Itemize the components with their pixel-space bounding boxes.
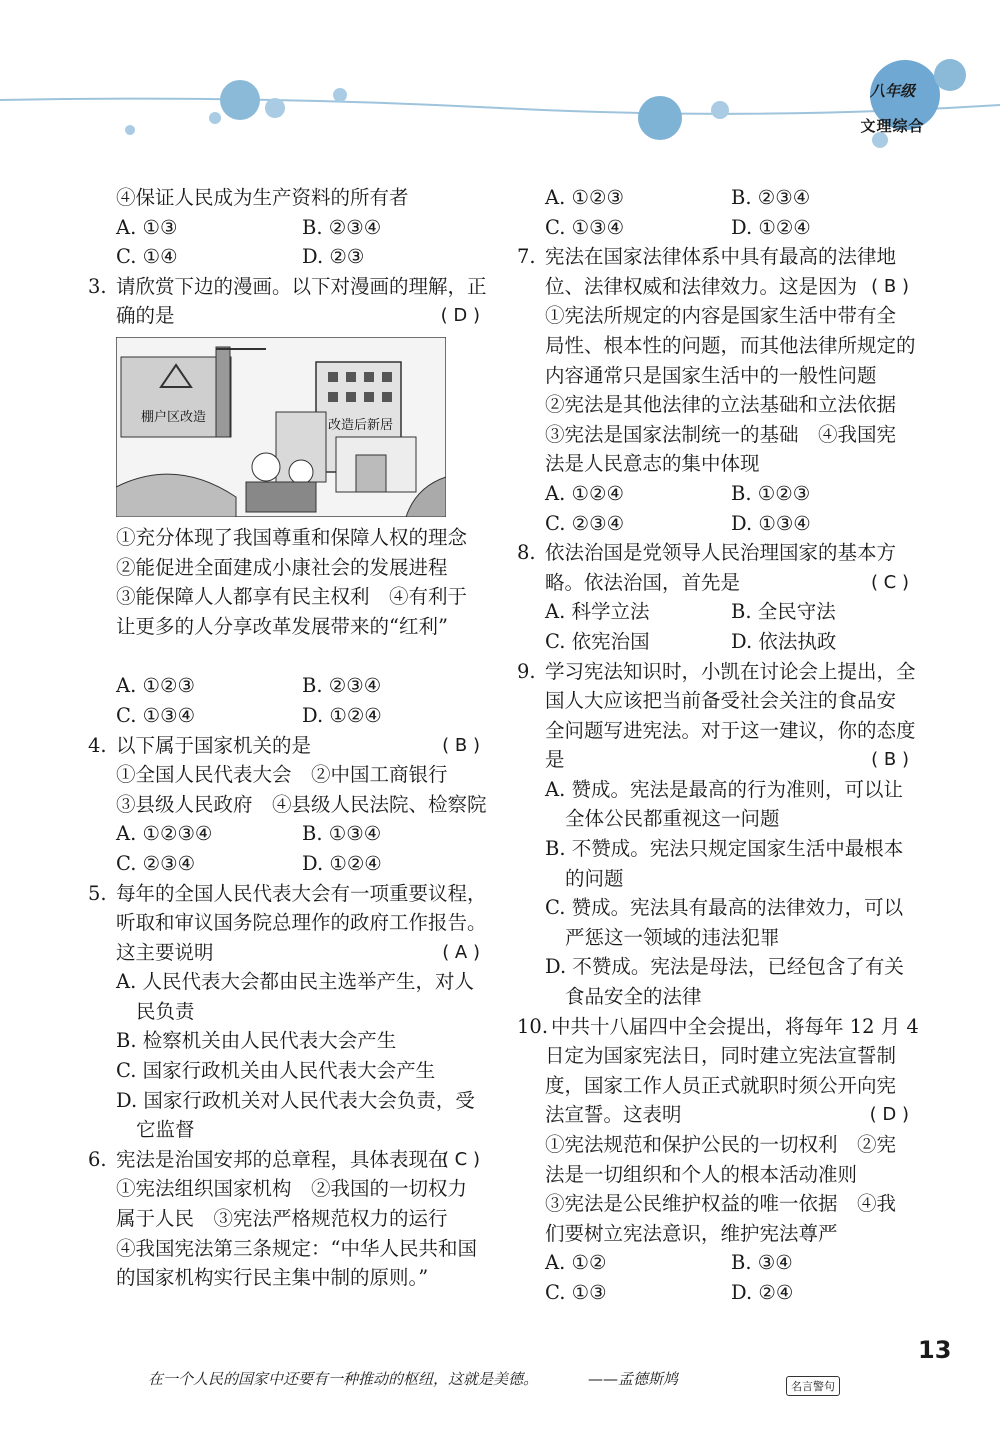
question-stem — [517, 242, 917, 272]
text-line — [88, 790, 488, 820]
line-text: 民负责 — [136, 999, 195, 1023]
line-text: 日定为国家宪法日，同时建立宪法宣誓制 — [545, 1044, 897, 1068]
text-line — [88, 908, 488, 938]
option: D. ②③ — [302, 245, 365, 269]
question-stem — [517, 1012, 917, 1042]
text-line — [517, 775, 917, 805]
option: D. 依法执政 — [731, 629, 837, 653]
line-text: ③县级人民政府 ④县级人民法院、检察院 — [116, 792, 487, 816]
text-line — [88, 967, 488, 997]
page-header — [0, 0, 1000, 175]
text-line — [88, 301, 488, 331]
page-footer — [0, 1336, 1000, 1434]
line-text: 位、法律权威和法律效力。这是因为 — [545, 274, 858, 298]
option: C. 依宪治国 — [545, 629, 650, 653]
option: B. ②③④ — [302, 674, 382, 698]
text-line — [88, 553, 488, 583]
line-text: 依法治国是党领导人民治理国家的基本方 — [545, 541, 897, 565]
option-row — [88, 213, 488, 243]
line-text: ①充分体现了我国尊重和保障人权的理念 — [116, 525, 468, 549]
line-text: 每年的全国人民代表大会有一项重要议程， — [116, 881, 487, 905]
line-text: 全体公民都重视这一问题 — [565, 807, 780, 831]
option-row — [88, 671, 488, 701]
text-line — [517, 834, 917, 864]
answer-bracket: ( C ) — [870, 571, 909, 593]
question-number: 6. — [88, 1147, 107, 1171]
option-row — [88, 849, 488, 879]
option: B. ①②③ — [731, 481, 811, 505]
answer-bracket: ( B ) — [871, 275, 909, 297]
answer-bracket: ( B ) — [442, 734, 480, 756]
text-line — [517, 686, 917, 716]
text-line — [88, 1056, 488, 1086]
line-text: 们要树立宪法意识，维护宪法尊严 — [545, 1221, 838, 1245]
line-text: C. 国家行政机关由人民代表大会产生 — [116, 1059, 436, 1083]
text-line — [517, 1100, 917, 1130]
answer-bracket: ( C ) — [441, 1148, 480, 1170]
answer-bracket: ( A ) — [442, 941, 480, 963]
line-text: 中共十八届四中全会提出，将每年 12 月 4 — [551, 1014, 919, 1038]
text-line — [88, 612, 488, 642]
line-text: 听取和审议国务院总理作的政府工作报告。 — [116, 911, 487, 935]
line-text: ①宪法组织国家机构 ②我国的一切权力 — [116, 1177, 468, 1201]
line-text: 的问题 — [565, 866, 624, 890]
page-number: 13 — [918, 1336, 952, 1364]
text-line — [517, 716, 917, 746]
question-stem — [88, 879, 488, 909]
option-row — [517, 627, 917, 657]
text-line — [88, 1174, 488, 1204]
answer-bracket: ( D ) — [869, 1104, 909, 1126]
option-row — [88, 701, 488, 731]
question-stem — [88, 731, 488, 761]
footer-author: ——孟德斯鸠 — [588, 1370, 679, 1388]
option: A. ①②④ — [545, 481, 624, 505]
question-number: 7. — [517, 245, 536, 269]
line-text: 度，国家工作人员正式就职时须公开向宪 — [545, 1073, 897, 1097]
option: C. ②③④ — [545, 511, 625, 535]
line-text: D. 国家行政机关对人民代表大会负责，受 — [116, 1088, 475, 1112]
text-line — [517, 390, 917, 420]
option: B. 全民守法 — [731, 600, 836, 624]
text-line — [517, 1130, 917, 1160]
option: C. ①③④ — [545, 215, 625, 239]
question-number: 10. — [517, 1014, 549, 1038]
option: C. ①④ — [116, 245, 178, 269]
option: A. ①③ — [116, 215, 178, 239]
option-row — [517, 509, 917, 539]
answer-bracket: ( D ) — [440, 305, 480, 327]
text-line — [517, 449, 917, 479]
question-number: 9. — [517, 659, 536, 683]
left-column — [88, 183, 488, 1293]
line-text: B. 不赞成。宪法只规定国家生活中最根本 — [545, 837, 904, 861]
line-text: 它监督 — [136, 1118, 195, 1142]
line-text: ③宪法是国家法制统一的基础 ④我国宪 — [545, 422, 897, 446]
cartoon-illustration — [116, 337, 446, 517]
text-line — [517, 1160, 917, 1190]
line-text: 请欣赏下边的漫画。以下对漫画的理解，正 — [116, 274, 487, 298]
line-text: 略。依法治国，首先是 — [545, 570, 741, 594]
cartoon-label-right: 改造后新居 — [328, 417, 394, 433]
text-line — [517, 361, 917, 391]
text-line — [88, 1204, 488, 1234]
line-text: 内容通常只是国家生活中的一般性问题 — [545, 363, 877, 387]
option: A. 科学立法 — [545, 600, 650, 624]
question-stem — [517, 657, 917, 687]
text-line — [517, 923, 917, 953]
text-line — [517, 745, 917, 775]
question-stem — [517, 538, 917, 568]
question-number: 3. — [88, 274, 107, 298]
line-text: C. 赞成。宪法具有最高的法律效力，可以 — [545, 896, 904, 920]
line-text: ③宪法是公民维护权益的唯一依据 ④我 — [545, 1192, 897, 1216]
text-line — [517, 272, 917, 302]
option: D. ①②④ — [731, 215, 811, 239]
text-line — [88, 1115, 488, 1145]
option: D. ①②④ — [302, 703, 382, 727]
line-text: 法是一切组织和个人的根本活动准则 — [545, 1162, 858, 1186]
option: D. ①③④ — [731, 511, 811, 535]
option: B. ①③④ — [302, 822, 382, 846]
option: A. ①②③ — [545, 186, 624, 209]
option-row — [88, 819, 488, 849]
spacer — [88, 641, 488, 671]
option: D. ①②④ — [302, 851, 382, 875]
line-text: 学习宪法知识时，小凯在讨论会上提出，全 — [545, 659, 916, 683]
option-row — [517, 1248, 917, 1278]
text-line — [88, 1086, 488, 1116]
text-line — [517, 893, 917, 923]
line-text: ①宪法所规定的内容是国家生活中带有全 — [545, 304, 897, 328]
text-line — [517, 1189, 917, 1219]
line-text: 国人大应该把当前备受社会关注的食品安 — [545, 689, 897, 713]
text-line — [88, 523, 488, 553]
line-text: A. 赞成。宪法是最高的行为准则，可以让 — [545, 777, 903, 801]
text-line — [517, 982, 917, 1012]
line-text: 法宣誓。这表明 — [545, 1103, 682, 1127]
text-line — [88, 1234, 488, 1264]
option-row — [517, 1278, 917, 1308]
line-text: ④我国宪法第三条规定：“中华人民共和国 — [116, 1236, 477, 1260]
option-row — [517, 183, 917, 213]
text-line — [88, 582, 488, 612]
line-text: 宪法是治国安邦的总章程，具体表现在 — [116, 1147, 448, 1171]
question-stem — [88, 272, 488, 302]
option-row — [517, 479, 917, 509]
question-number: 8. — [517, 541, 536, 565]
line-text: 确的是 — [116, 304, 175, 328]
text-line — [88, 938, 488, 968]
line-text: 是 — [545, 748, 565, 772]
line-text: 食品安全的法律 — [565, 985, 702, 1009]
option-row — [517, 597, 917, 627]
answer-bracket: ( B ) — [871, 749, 909, 771]
line-text: B. 检察机关由人民代表大会产生 — [116, 1029, 397, 1053]
line-text: D. 不赞成。宪法是母法，已经包含了有关 — [545, 955, 904, 979]
line-text: ④保证人民成为生产资料的所有者 — [116, 186, 409, 209]
option: B. ③④ — [731, 1251, 793, 1275]
question-number: 4. — [88, 733, 107, 757]
option: C. ①③④ — [116, 703, 196, 727]
text-line — [517, 952, 917, 982]
line-text: 宪法在国家法律体系中具有最高的法律地 — [545, 245, 897, 269]
line-text: 让更多的人分享改革发展带来的“红利” — [116, 614, 448, 638]
line-text: ②宪法是其他法律的立法基础和立法依据 — [545, 393, 897, 417]
line-text: ①全国人民代表大会 ②中国工商银行 — [116, 763, 448, 787]
option: B. ②③④ — [731, 186, 811, 209]
text-line — [88, 1263, 488, 1293]
text-line — [517, 1041, 917, 1071]
line-text: 严惩这一领域的违法犯罪 — [565, 925, 780, 949]
option: A. ①②③④ — [116, 822, 213, 846]
subject-label: 文理综合 — [860, 117, 925, 135]
line-text: 局性、根本性的问题，而其他法律所规定的 — [545, 333, 916, 357]
option: D. ②④ — [731, 1280, 794, 1304]
option: C. ②③④ — [116, 851, 196, 875]
text-line — [88, 760, 488, 790]
option-row — [88, 242, 488, 272]
text-line — [88, 183, 488, 213]
grade-badge — [845, 80, 940, 136]
line-text: 以下属于国家机关的是 — [116, 733, 312, 757]
footer-quote: 在一个人民的国家中还要有一种推动的枢纽，这就是美德。 — [148, 1370, 539, 1388]
footer-tag: 名言警句 — [786, 1376, 840, 1396]
right-column — [517, 183, 917, 1308]
option: C. ①③ — [545, 1280, 607, 1304]
text-line — [517, 1219, 917, 1249]
text-line — [517, 1071, 917, 1101]
text-line — [517, 864, 917, 894]
cartoon-label-left: 棚户区改造 — [141, 409, 207, 425]
grade-label: 八年级 — [869, 82, 915, 100]
text-line — [88, 997, 488, 1027]
line-text: 全问题写进宪法。对于这一建议，你的态度 — [545, 718, 916, 742]
line-text: 这主要说明 — [116, 940, 214, 964]
line-text: 法是人民意志的集中体现 — [545, 452, 760, 476]
text-line — [517, 568, 917, 598]
line-text: ③能保障人人都享有民主权利 ④有利于 — [116, 585, 468, 609]
option: A. ①② — [545, 1251, 607, 1275]
line-text: ①宪法规范和保护公民的一切权利 ②宪 — [545, 1133, 897, 1156]
question-stem — [88, 1145, 488, 1175]
line-text: 属于人民 ③宪法严格规范权力的运行 — [116, 1207, 448, 1231]
question-number: 5. — [88, 881, 107, 905]
option-row — [517, 213, 917, 243]
line-text: A. 人民代表大会都由民主选举产生，对人 — [116, 970, 474, 994]
text-line — [517, 301, 917, 331]
option: A. ①②③ — [116, 674, 195, 698]
text-line — [517, 331, 917, 361]
line-text: ②能促进全面建成小康社会的发展进程 — [116, 555, 448, 579]
option: B. ②③④ — [302, 215, 382, 239]
text-line — [517, 420, 917, 450]
line-text: 的国家机构实行民主集中制的原则。” — [116, 1266, 429, 1290]
text-line — [517, 804, 917, 834]
text-line — [88, 1026, 488, 1056]
